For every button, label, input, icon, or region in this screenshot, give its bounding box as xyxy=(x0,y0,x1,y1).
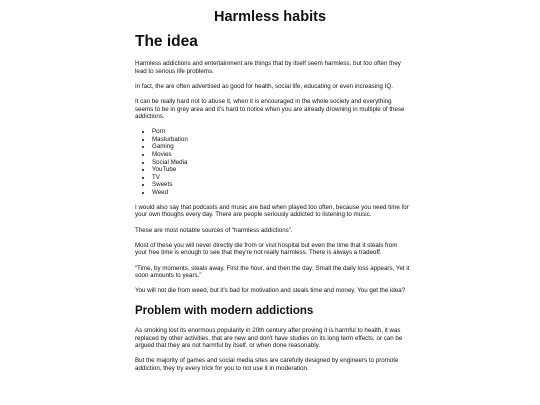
paragraph: You will not die from weed, but it's bad for motivation and steals time and money. You get the idea? xyxy=(135,287,406,295)
article-body xyxy=(135,33,411,380)
paragraph: But the majority of games and social media sites are carefully designed by engineers to promote addiction, they try every trick for you to not use it in moderation. xyxy=(135,357,399,372)
list-item: • Masturbation xyxy=(152,136,411,144)
page-title: Harmless habits xyxy=(213,9,327,25)
paragraph: As smoking lost its enormous popularity in 20th century after proving it is harmful to health, it was replaced by other activities, that are new and don't have studies on its long term effects, or can be argued that they are not harmful by itself, or when done reasonably. xyxy=(135,326,403,350)
addictions-list xyxy=(135,128,411,196)
list-item: • Porn xyxy=(152,128,411,136)
quote-paragraph: “Time, by moments, steals away, First the hour, and then the day; Small the daily loss appears, Yet it soon amounts to years.” xyxy=(135,264,410,280)
section-heading-modern-addictions: Problem with modern addictions xyxy=(135,304,314,317)
paragraph: I would also say that podcasts and music are bad when played too often, because you need time for your own thoughs every day. There are people seriously addicted to listening to music. xyxy=(135,203,409,219)
paragraph: In fact, the are often advertised as good for health, social life, educating or even increasing IQ. xyxy=(135,82,393,90)
paragraph: Harmless addictions and entertainment are things that by itself seem harmless, but too often they lead to serious life problems. xyxy=(135,60,401,75)
list-item: • Gaming xyxy=(152,143,411,151)
list-item: • Movies xyxy=(152,151,411,159)
list-item: • YouTube xyxy=(152,166,411,174)
list-item: • TV xyxy=(152,174,411,182)
list-item: • Social Media xyxy=(152,159,411,167)
paragraph: It can be really hard not to abuse it, when it is encouraged in the whole society and everything seems to be in grey area and it's hard to notice when you are already drowning in multiple of these addictions. xyxy=(135,97,405,121)
list-item: • Weed xyxy=(152,189,411,197)
list-item: • Sweets xyxy=(152,181,411,189)
section-heading-the-idea: The idea xyxy=(135,33,198,50)
paragraph: These are most notable sources of “harmless addictions”. xyxy=(135,226,293,234)
paragraph: Most of these you will never directly die from or visit hospital but even the time that it steals from your free time is enough to see that they're not really harmless. There is always a tradeoff. xyxy=(135,241,398,257)
